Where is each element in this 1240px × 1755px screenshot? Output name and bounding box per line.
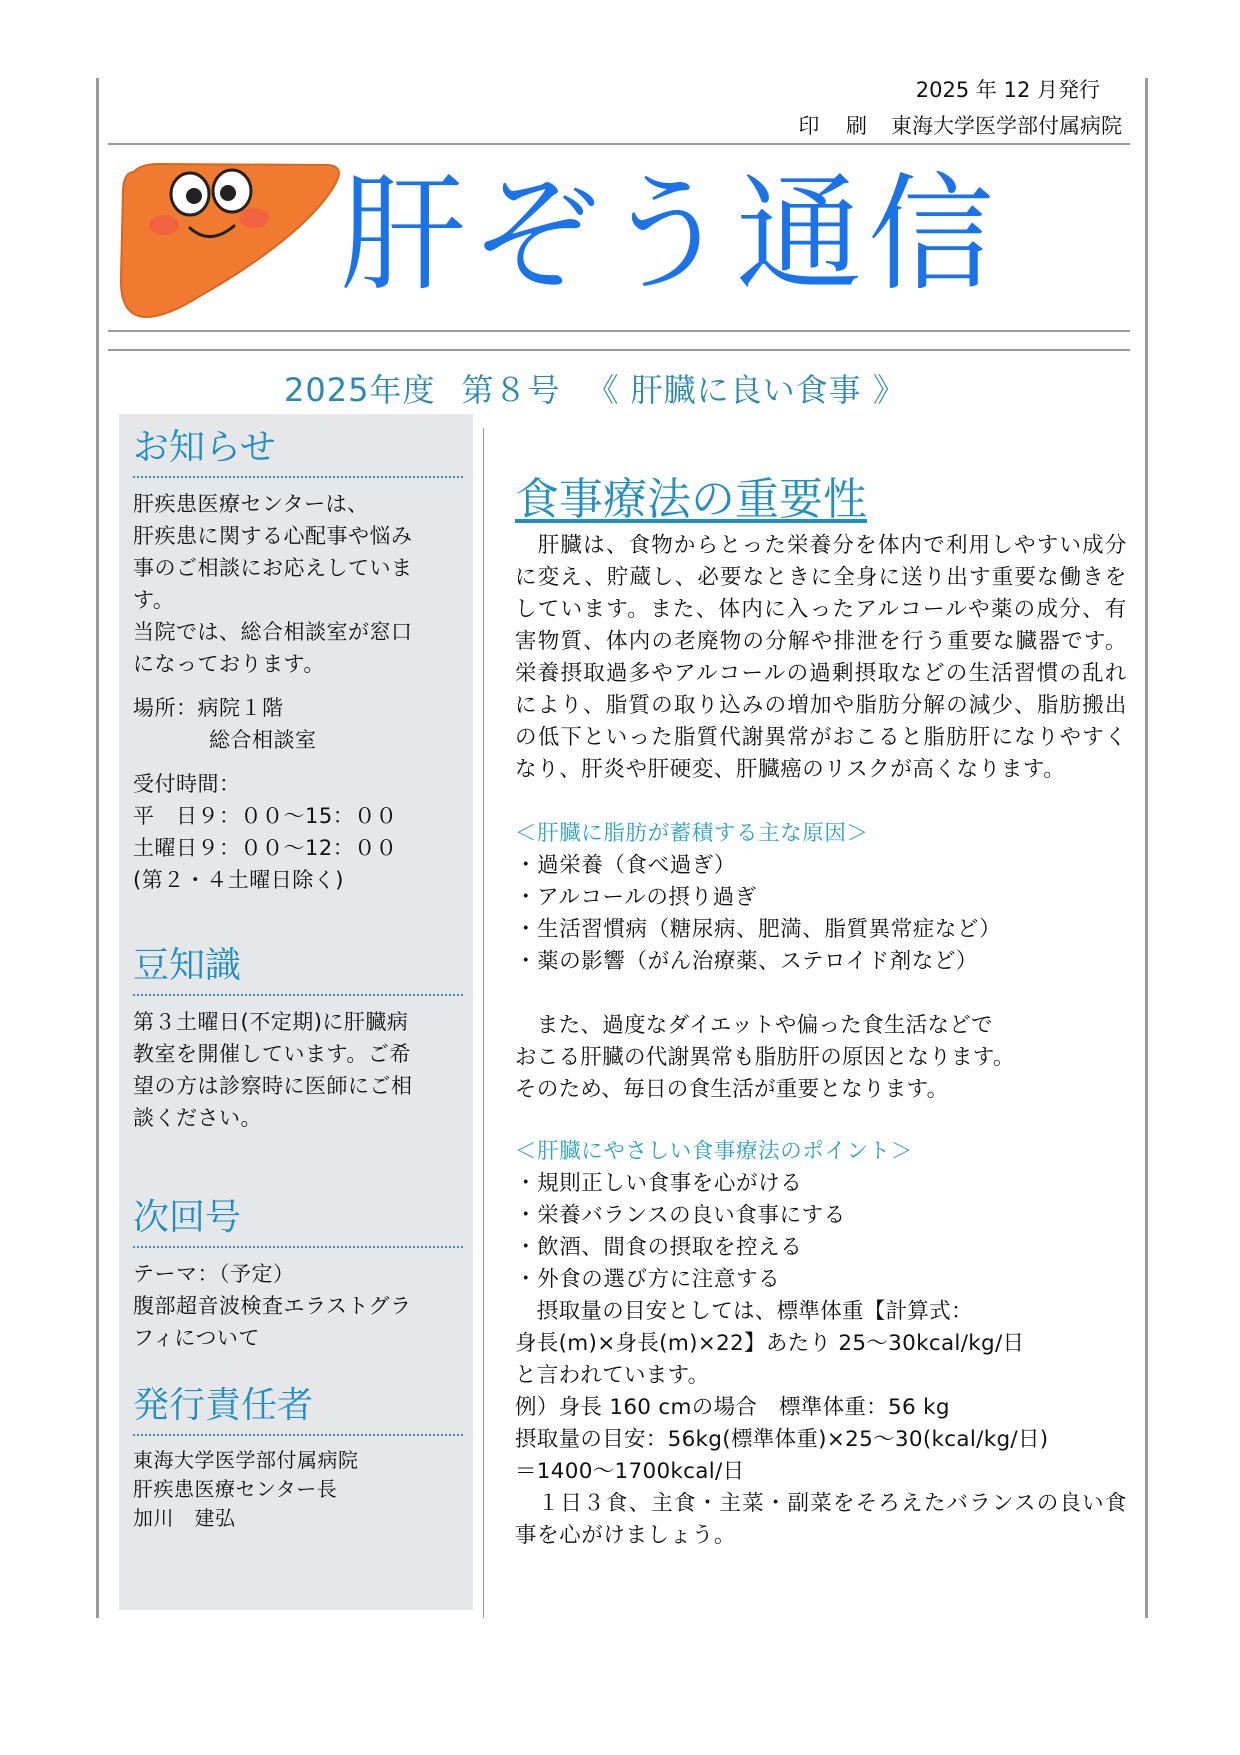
next-issue-line: フィについて <box>133 1326 260 1350</box>
trivia-line: 第３土曜日(不定期)に肝臓病 <box>133 1010 409 1034</box>
issue-date: 2025 年 12 月発行 <box>915 78 1100 102</box>
formula-line: ＝1400～1700kcal/日 <box>515 1459 745 1484</box>
left-border-line <box>96 78 99 1618</box>
notice-hours-note: (第２・４土曜日除く) <box>133 868 344 892</box>
notice-line: 肝疾患に関する心配事や悩み <box>133 524 413 548</box>
publisher-line: 東海大学医学部付属病院 <box>133 1448 359 1472</box>
causes-heading: ＜肝臓に脂肪が蓄積する主な原因＞ <box>515 821 869 846</box>
trivia-line: 望の方は診察時に医師にご相 <box>133 1074 413 1098</box>
column-divider <box>483 428 484 1618</box>
notice-line: 事のご相談にお応えしていま <box>133 556 413 580</box>
printer-info <box>798 108 1122 144</box>
article-closing: １日３食、主食・主菜・副菜をそろえたバランスの良い食事を心がけましょう。 <box>515 1491 1127 1548</box>
next-issue-section <box>133 1192 463 1354</box>
notice-place-room: 総合相談室 <box>209 728 317 752</box>
list-item: ・ 飲酒、間食の摂取を控える <box>515 1232 1127 1264</box>
formula-line: と言われています。 <box>515 1363 710 1388</box>
middle-line: また、過度なダイエットや偏った食生活などで <box>515 1013 993 1038</box>
notice-hours-weekday: 平 日９：００～15：００ <box>133 804 398 828</box>
points-heading: ＜肝臓にやさしい食事療法のポイント＞ <box>515 1139 913 1164</box>
liver-mascot-icon <box>120 160 342 320</box>
header-divider-bottom <box>108 330 1130 332</box>
printer-name: 東海大学医学部付属病院 <box>891 114 1122 138</box>
list-item: ・ 生活習慣病（糖尿病、肥満、脂質異常症など） <box>515 914 1127 946</box>
right-border-line <box>1145 78 1148 1618</box>
publisher-heading: 発行責任者 <box>133 1380 463 1436</box>
next-issue-heading: 次回号 <box>133 1192 463 1248</box>
points-list <box>515 1168 1127 1296</box>
notice-hours-label: 受付時間： <box>133 772 241 796</box>
list-item: ・ 外食の選び方に注意する <box>515 1264 1127 1296</box>
next-issue-line: テーマ：（予定） <box>133 1262 295 1286</box>
main-article <box>515 470 1127 1552</box>
header-divider-bottom-2 <box>108 349 1130 351</box>
sidebar <box>119 414 473 1610</box>
list-item: ・ 過栄養（食べ過ぎ） <box>515 850 1127 882</box>
list-item: ・ 薬の影響（がん治療薬、ステロイド剤など） <box>515 946 1127 978</box>
issue-number: 第８号 <box>461 371 561 409</box>
middle-line: おこる肝臓の代謝異常も脂肪肝の原因となります。 <box>515 1045 1015 1070</box>
notice-place-label: 場所：病院１階 <box>133 696 284 720</box>
masthead-title: 肝ぞう通信 <box>340 161 1000 308</box>
trivia-line: 教室を開催しています。ご希 <box>133 1042 411 1066</box>
formula-line: 摂取量の目安：56kg(標準体重)×25～30(kcal/kg/日) <box>515 1427 1049 1452</box>
list-item: ・ 栄養バランスの良い食事にする <box>515 1200 1127 1232</box>
formula-paragraph <box>515 1296 1127 1488</box>
notice-line: になっております。 <box>133 652 325 676</box>
formula-line: 身長(m)×身長(m)×22】あたり 25～30kcal/kg/日 <box>515 1331 1025 1356</box>
publisher-section <box>133 1380 463 1533</box>
notice-line: す。 <box>133 588 175 612</box>
printer-label: 印 刷 <box>798 114 877 138</box>
publisher-line: 加川 建弘 <box>133 1506 236 1530</box>
trivia-section <box>133 940 463 1134</box>
notice-section <box>133 422 463 896</box>
trivia-heading: 豆知識 <box>133 940 463 996</box>
notice-hours-saturday: 土曜日９：００～12：００ <box>133 836 398 860</box>
trivia-line: 談ください。 <box>133 1106 262 1130</box>
middle-line: そのため、毎日の食生活が重要となります。 <box>515 1077 949 1102</box>
middle-paragraph <box>515 1010 1127 1106</box>
article-intro: 肝臓は、食物からとった栄養分を体内で利用しやすい成分に変え、貯蔵し、必要なときに全身に送り出す重要な働きをしています。また、体内に入ったアルコールや薬の成分、有害物質、体内の老廃物の分解や排泄を行う重要な臓器です。栄養摂取過多やアルコールの過剰摂取などの生活習慣の乱れにより、脂質の取り込みの増加や脂肪分解の減少、脂肪搬出の低下といった脂質代謝異常がおこると脂肪肝になりやすくなり、肝炎や肝硬変、肝臓癌のリスクが高くなります。 <box>515 533 1127 782</box>
list-item: ・ アルコールの摂り過ぎ <box>515 882 1127 914</box>
article-title: 食事療法の重要性 <box>515 474 867 525</box>
notice-line: 当院では、総合相談室が窓口 <box>133 620 413 644</box>
formula-line: 例）身長 160 cmの場合 標準体重：56 kg <box>515 1395 950 1420</box>
issue-theme: 《 肝臓に良い食事 》 <box>586 371 906 409</box>
issue-line <box>284 368 932 412</box>
header-meta <box>798 72 1122 144</box>
notice-line: 肝疾患医療センターは、 <box>133 492 369 516</box>
notice-heading: お知らせ <box>133 422 463 478</box>
publisher-line: 肝疾患医療センター長 <box>133 1477 338 1501</box>
formula-line: 摂取量の目安としては、標準体重【計算式： <box>515 1299 973 1324</box>
causes-list <box>515 850 1127 978</box>
next-issue-line: 腹部超音波検査エラストグラ <box>133 1294 412 1318</box>
issue-year: 2025年度 <box>284 371 436 409</box>
list-item: ・ 規則正しい食事を心がける <box>515 1168 1127 1200</box>
